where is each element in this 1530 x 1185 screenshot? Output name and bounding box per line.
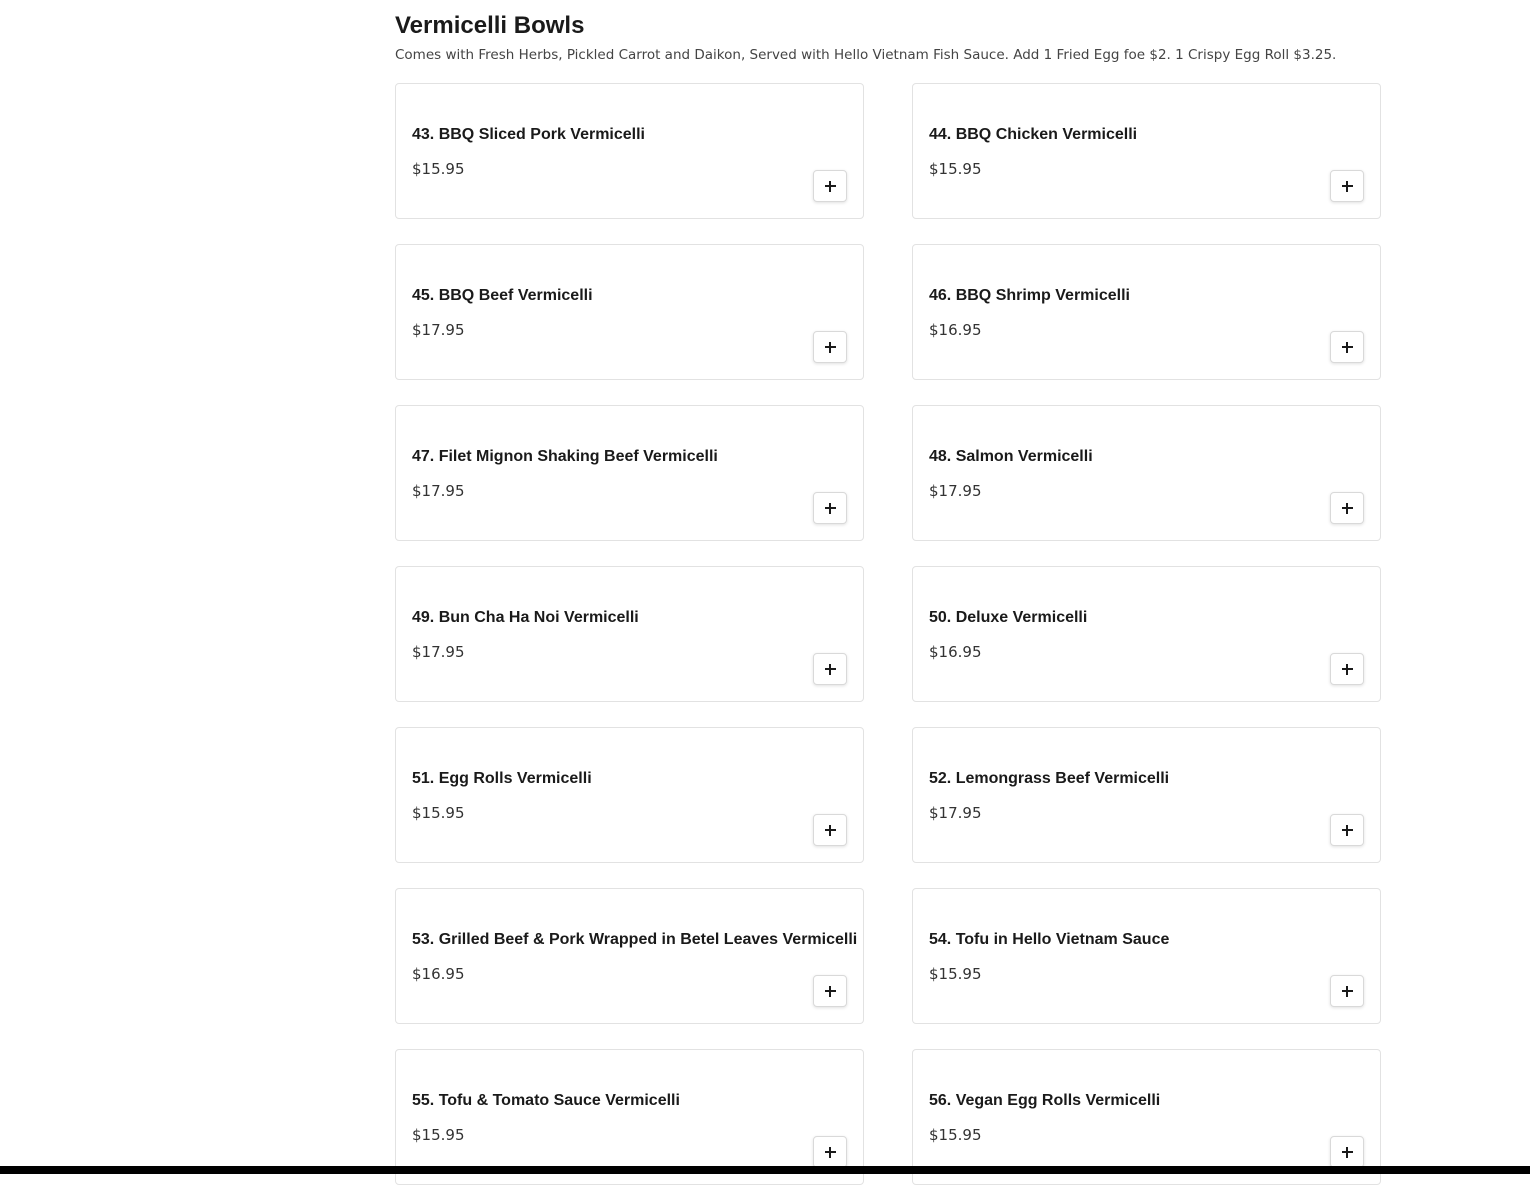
plus-icon	[825, 181, 836, 192]
menu-item-price: $15.95	[929, 160, 982, 178]
plus-icon	[1342, 664, 1353, 675]
menu-item-card[interactable]	[395, 888, 864, 1024]
add-item-button[interactable]	[813, 975, 847, 1007]
plus-icon	[1342, 986, 1353, 997]
add-item-button[interactable]	[1330, 331, 1364, 363]
menu-item-card[interactable]	[395, 566, 864, 702]
menu-item-price: $17.95	[412, 321, 465, 339]
section-description: Comes with Fresh Herbs, Pickled Carrot and Daikon, Served with Hello Vietnam Fish Sauce. Add 1 Fried Egg foe $2. 1 Crispy Egg Roll $3.25.	[395, 47, 1337, 63]
add-item-button[interactable]	[1330, 170, 1364, 202]
menu-item-price: $17.95	[929, 482, 982, 500]
plus-icon	[1342, 503, 1353, 514]
menu-item-card[interactable]	[912, 83, 1381, 219]
menu-item-price: $16.95	[412, 965, 465, 983]
menu-item-card[interactable]	[395, 405, 864, 541]
menu-item-card[interactable]	[912, 405, 1381, 541]
menu-item-name: 50. Deluxe Vermicelli	[929, 609, 1088, 626]
menu-item-price: $16.95	[929, 643, 982, 661]
menu-item-price: $15.95	[412, 1126, 465, 1144]
menu-item-card[interactable]	[912, 566, 1381, 702]
add-item-button[interactable]	[1330, 1136, 1364, 1168]
menu-item-name: 47. Filet Mignon Shaking Beef Vermicelli	[412, 448, 718, 465]
section-title: Vermicelli Bowls	[395, 12, 585, 39]
menu-item-price: $17.95	[412, 482, 465, 500]
add-item-button[interactable]	[813, 492, 847, 524]
menu-item-name: 56. Vegan Egg Rolls Vermicelli	[929, 1092, 1161, 1109]
menu-item-name: 49. Bun Cha Ha Noi Vermicelli	[412, 609, 639, 626]
menu-item-name: 52. Lemongrass Beef Vermicelli	[929, 770, 1170, 787]
menu-item-price: $15.95	[929, 965, 982, 983]
menu-item-price: $16.95	[929, 321, 982, 339]
menu-item-name: 55. Tofu & Tomato Sauce Vermicelli	[412, 1092, 680, 1109]
menu-item-card[interactable]	[912, 888, 1381, 1024]
menu-item-name: 46. BBQ Shrimp Vermicelli	[929, 287, 1130, 304]
menu-item-card[interactable]	[395, 1049, 864, 1185]
menu-item-name: 54. Tofu in Hello Vietnam Sauce	[929, 931, 1170, 948]
menu-item-name: 45. BBQ Beef Vermicelli	[412, 287, 593, 304]
menu-item-card[interactable]	[912, 1049, 1381, 1185]
menu-item-card[interactable]	[912, 727, 1381, 863]
menu-item-price: $17.95	[929, 804, 982, 822]
menu-item-card[interactable]	[395, 727, 864, 863]
menu-item-card[interactable]	[912, 244, 1381, 380]
add-item-button[interactable]	[813, 170, 847, 202]
menu-item-card[interactable]	[395, 244, 864, 380]
menu-item-price: $15.95	[412, 804, 465, 822]
menu-item-name: 48. Salmon Vermicelli	[929, 448, 1093, 465]
menu-item-grid	[395, 83, 1381, 1185]
add-item-button[interactable]	[813, 814, 847, 846]
plus-icon	[825, 1147, 836, 1158]
menu-item-price: $15.95	[412, 160, 465, 178]
plus-icon	[1342, 342, 1353, 353]
plus-icon	[825, 825, 836, 836]
plus-icon	[825, 342, 836, 353]
menu-item-price: $15.95	[929, 1126, 982, 1144]
add-item-button[interactable]	[813, 331, 847, 363]
plus-icon	[1342, 1147, 1353, 1158]
add-item-button[interactable]	[813, 653, 847, 685]
plus-icon	[825, 986, 836, 997]
menu-item-name: 53. Grilled Beef & Pork Wrapped in Betel Leaves Vermicelli	[412, 931, 858, 948]
plus-icon	[1342, 825, 1353, 836]
menu-item-card[interactable]	[395, 83, 864, 219]
menu-item-price: $17.95	[412, 643, 465, 661]
plus-icon	[1342, 181, 1353, 192]
menu-item-name: 43. BBQ Sliced Pork Vermicelli	[412, 126, 645, 143]
plus-icon	[825, 503, 836, 514]
bottom-bar	[0, 1166, 1530, 1174]
menu-item-name: 51. Egg Rolls Vermicelli	[412, 770, 592, 787]
add-item-button[interactable]	[1330, 653, 1364, 685]
add-item-button[interactable]	[1330, 492, 1364, 524]
add-item-button[interactable]	[813, 1136, 847, 1168]
add-item-button[interactable]	[1330, 814, 1364, 846]
add-item-button[interactable]	[1330, 975, 1364, 1007]
plus-icon	[825, 664, 836, 675]
menu-item-name: 44. BBQ Chicken Vermicelli	[929, 126, 1138, 143]
